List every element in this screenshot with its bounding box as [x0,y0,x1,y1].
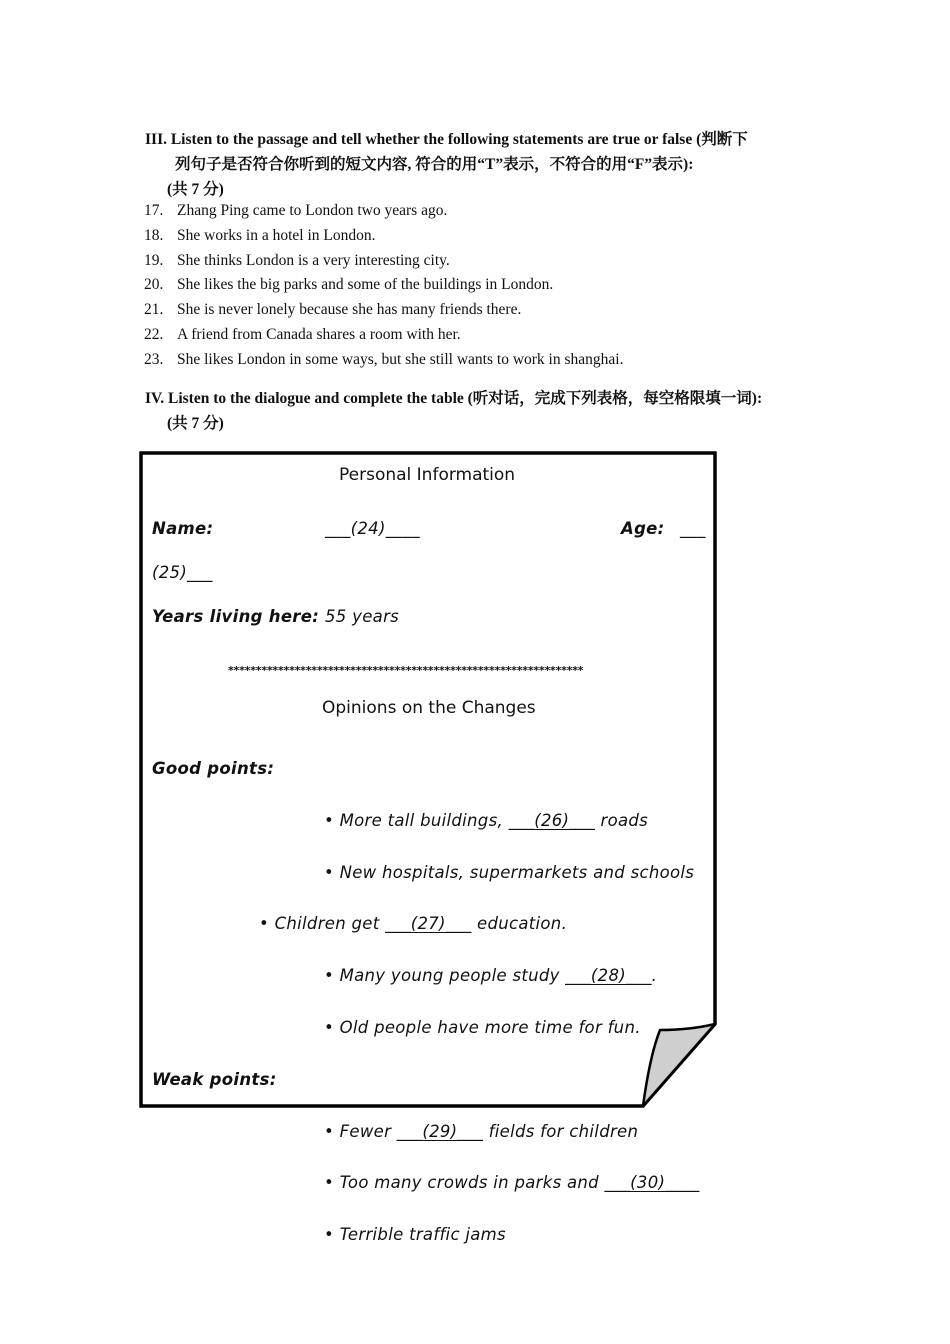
answer-blank-28: ___(28)___ [565,966,652,985]
answer-blank-29: ___(29)___ [396,1122,484,1141]
answer-blank-30: ___(30)____ [604,1173,700,1192]
good-point-item [324,811,648,830]
section3-heading-line3: (共 7 分) [167,181,224,198]
item-text: She likes the big parks and some of the buildings in London. [177,276,554,293]
good-point-item [324,966,657,985]
item-number: 19. [144,252,164,269]
good-point-text-after: education. [471,914,568,933]
name-blank: ___(24)____ [325,519,420,538]
age-label: Age: [621,519,665,538]
age-blank-start: ___ [680,519,706,538]
age-blank-end: (25)___ [152,563,213,582]
name-label: Name: [152,519,214,538]
section3-heading-line2: 列句子是否符合你听到的短文内容, 符合的用“T”表示，不符合的用“F”表示): [175,156,694,173]
item-text: She thinks London is a very interesting city. [177,252,450,269]
good-points-label: Good points: [152,759,275,778]
good-point-text: • Many young people study [324,966,566,985]
good-point-text: • Children get [259,914,386,933]
weak-points-label: Weak points: [152,1070,277,1089]
item-number: 22. [144,326,164,343]
item-text: Zhang Ping came to London two years ago. [177,202,448,219]
weak-point-item [324,1173,699,1192]
star-divider: **************************************************************** [228,664,584,677]
answer-blank-27: ___(27)___ [385,914,472,933]
answer-blank-26: ___(26)___ [508,811,595,830]
item-number: 18. [144,227,164,244]
weak-point-item [324,1225,506,1244]
section4-heading-line1: IV. Listen to the dialogue and complete the table (听对话，完成下列表格，每空格限填一词): [145,390,763,407]
item-number: 23. [144,351,164,368]
good-point-text-after: . [651,966,658,985]
weak-point-text: • Terrible traffic jams [324,1225,506,1244]
weak-point-item [324,1122,638,1141]
item-number: 21. [144,301,164,318]
card-border [141,453,715,1106]
weak-point-text: • Too many crowds in parks and [324,1173,605,1192]
section3-heading-line1: III. Listen to the passage and tell whether the following statements are true or false (判断下 [145,131,748,148]
good-point-item [259,914,567,933]
item-text: She works in a hotel in London. [177,227,376,244]
item-text: She is never lonely because she has many friends there. [177,301,522,318]
good-point-item [324,863,694,882]
good-point-text: • More tall buildings, [324,811,509,830]
good-point-item [324,1018,641,1037]
good-point-text-after: roads [594,811,649,830]
good-point-text: • New hospitals, supermarkets and schools [324,863,695,882]
item-number: 17. [144,202,164,219]
item-text: She likes London in some ways, but she still wants to work in shanghai. [177,351,624,368]
section4-heading-line2: (共 7 分) [167,415,224,432]
years-label: Years living here: [152,607,320,626]
item-number: 20. [144,276,164,293]
good-point-text: • Old people have more time for fun. [324,1018,641,1037]
weak-point-text: • Fewer [324,1122,397,1141]
years-value: 55 years [325,607,400,626]
opinions-title: Opinions on the Changes [322,698,536,718]
item-text: A friend from Canada shares a room with her. [177,326,461,343]
card-title: Personal Information [339,465,516,485]
weak-point-text-after: fields for children [483,1122,639,1141]
